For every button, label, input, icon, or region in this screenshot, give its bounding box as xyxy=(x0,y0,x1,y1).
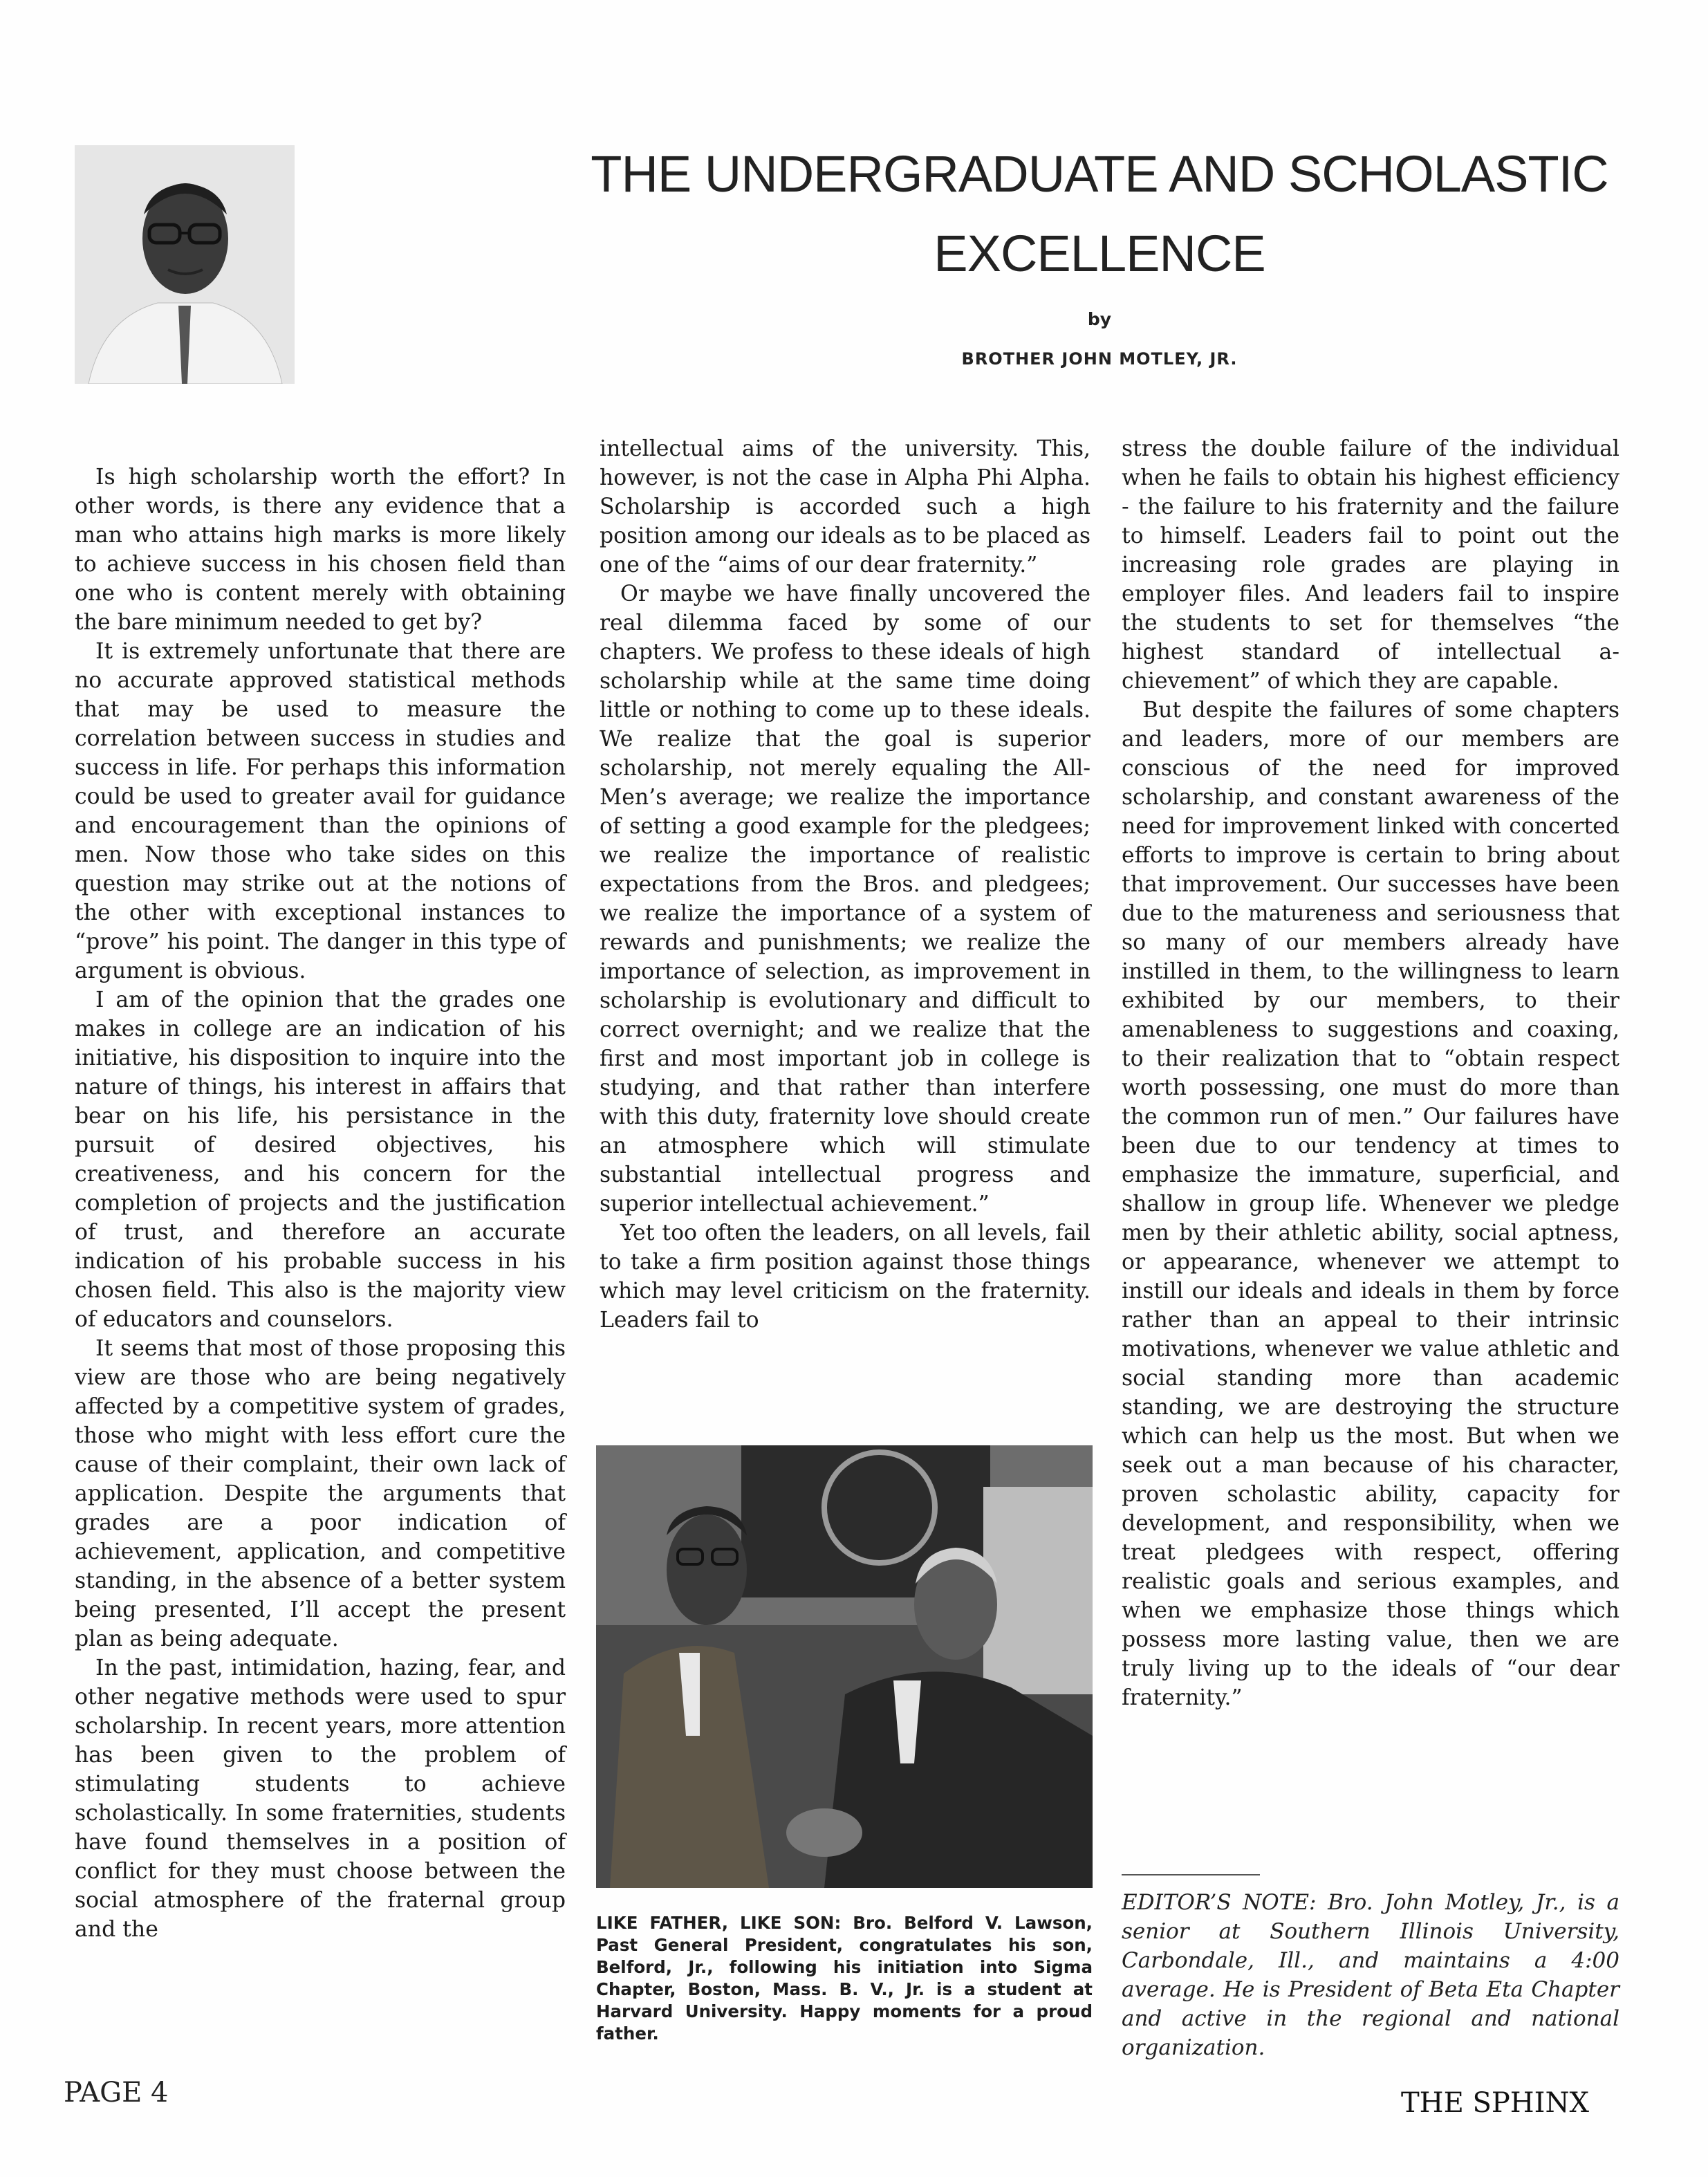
photo-caption: LIKE FATHER, LIKE SON: Bro. Belford V. Lawson, Past General President, congratulates his son, Belford, Jr., following his initiation into Sigma Chapter, Boston, Mass. B. V., Jr. is a student at Harvard University. Happy moments for a proud father. xyxy=(596,1913,1093,2044)
magazine-name: THE SPHINX xyxy=(1401,2087,1589,2119)
article-title-line1: THE UNDERGRADUATE AND SCHOLASTIC xyxy=(591,145,1608,203)
paragraph: I am of the opinion that the grades one makes in college are an indication of his initiative, his disposition to inquire into the nature of things, his interest in affairs that bear on his life, his persistance in the pursuit of desired objectives, his creativeness, and his concern for the completion of projects and the justification of trust, and therefore an accurate indication of his probable success in his chosen field. This also is the majority view of educators and counselors. xyxy=(75,988,566,1332)
paragraph: Is high scholarship worth the effort? In other words, is there any evidence that a man who attains high marks is more likely to achieve success in his chosen field than one who is content merely with obtaining the bare minimum needed to get by? xyxy=(75,465,566,635)
paragraph: But despite the failures of some chapters and leaders, more of our members are conscious of the need for improved scholarship, and constant awareness of the need for improvement linked with concerted efforts to improve is certain to bring about that improvement. Our successes have been due to the matureness and seriousness that so many of our members already have instilled in them, to the willingness to learn exhibited by our members, to their amenableness to suggestions and coaxing, to their realization that to “obtain respect worth possessing, one must do more than the common run of men.” Our failures have been due to our tendency at times to emphasize the immature, superficial, and shallow in group life. Whenever we pledge men by their athletic ability, social aptness, or appearance, whenever we attempt to instill our ideals and ideals in them by force rather than an appeal to their intrinsic motivations, whenever we value athletic and social standing more than academic standing, we are destroying the structure which can help us the most. But when we seek out a man because of his character, proven scholastic ability, capacity for development, and responsibility, when we treat pledgees with respect, offering realistic goals and serious examples, and when we emphasize those things which possess more lasting value, then we are truly living up to the ideals of “our dear fraternity.” xyxy=(1122,698,1619,1710)
paragraph: It is extremely unfortunate that there are no accurate approved statistical methods that may be used to measure the correlation between success in studies and success in life. For perhaps this information could be used to greater avail for guidance and encouragement than the opinions of men. Now those who take sides on this question may strike out at the notions of the other with exceptional instances to “prove” his point. The danger in this type of argument is obvious. xyxy=(75,639,566,983)
editor-note: EDITOR’S NOTE: Bro. John Motley, Jr., is a senior at Southern Illinois University, Carbondale, Ill., and maintains a 4:00 average. He is President of Beta Eta Chapter and active in the regional and national organization. xyxy=(1122,1890,1619,2060)
fraternity-photo-drawing xyxy=(596,1445,1093,1888)
author-portrait-drawing xyxy=(75,145,295,384)
paragraph: It seems that most of those proposing this view are those who are being negatively affected by a competitive system of grades, those who might with less effort cure the cause of their complaint, their own lack of application. Despite the arguments that grades are a poor indication of achievement, application, and competitive standing, in the absence of a better system being presented, I’ll accept the present plan as being adequate. xyxy=(75,1336,566,1651)
divider xyxy=(1122,1874,1260,1875)
article-title-line2: EXCELLENCE xyxy=(934,225,1265,282)
article-column-3 xyxy=(1122,434,1619,1712)
paragraph: Yet too often the leaders, on all levels, fail to take a firm position against those things which may level criticism on the fraternity. Leaders fail to xyxy=(600,1221,1090,1333)
paragraph: Or maybe we have finally uncovered the real dilemma faced by some of our chapters. We profess to these ideals of high scholarship while at the same time doing little or nothing to come up to these ideals. We realize that the goal is superior scholarship, not merely equaling the All-Men’s average; we realize the importance of setting a good example for the pledgees; we realize the importance of realistic expectations from the Bros. and pledgees; we realize the importance of a system of rewards and punishments; we realize the importance of selection, as improvement in scholarship is evolutionary and difficult to correct overnight; and we realize that the first and most important job in college is studying, and that rather than interfere with this duty, fraternity love should create an atmosphere which will stimulate substantial intellectual progress and superior intellectual achievement.” xyxy=(600,582,1090,1216)
paragraph: stress the double failure of the individual when he fails to obtain his highest efficiency - the failure to his fraternity and the failure to himself. Leaders fail to point out the increasing role grades are playing in employer files. And leaders fail to inspire the students to set for themselves “the highest standard of intellectual achievement” of which they are capable. xyxy=(1122,436,1619,694)
article-column-1 xyxy=(75,463,566,1944)
paragraph: intellectual aims of the university. This, however, is not the case in Alpha Phi Alpha. Scholarship is accorded such a high position among our ideals as to be placed as one of the “aims of our dear fraternity.” xyxy=(600,436,1090,577)
fraternity-photo xyxy=(596,1445,1093,1888)
page-number: PAGE 4 xyxy=(64,2077,169,2109)
article-column-2 xyxy=(600,434,1090,1335)
byline-by: by xyxy=(1087,309,1112,329)
author-portrait xyxy=(75,145,295,384)
paragraph: In the past, intimidation, hazing, fear, and other negative methods were used to spur scholarship. In recent years, more attention has been given to the problem of stimulating students to achieve scholastically. In some fraternities, students have found themselves in a position of conflict for they must choose between the social atmosphere of the fraternal group and the xyxy=(75,1656,566,1942)
author-name: BROTHER JOHN MOTLEY, JR. xyxy=(961,349,1238,369)
